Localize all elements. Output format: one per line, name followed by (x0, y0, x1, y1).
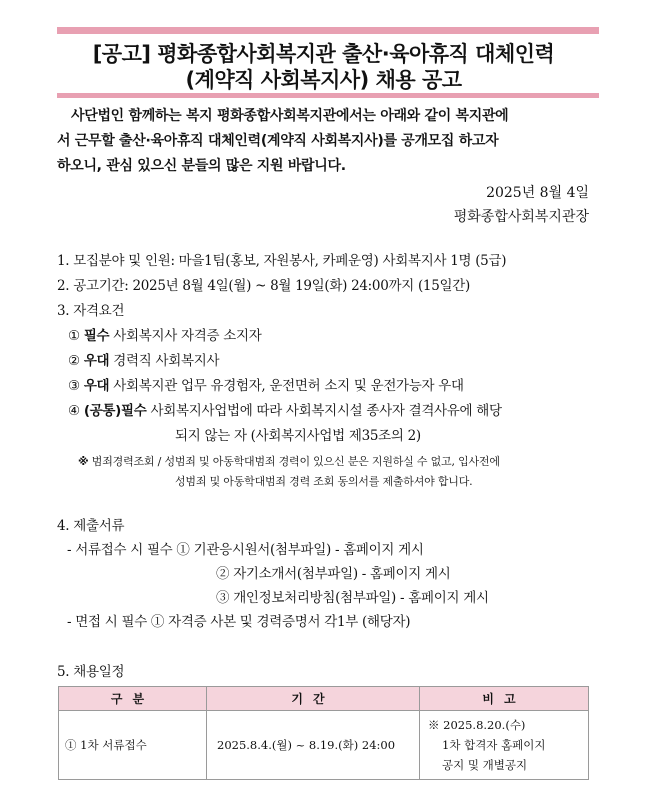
qualification-4-number: ④ (68, 403, 80, 419)
document-required-1: - 서류접수 시 필수 ① 기관응시원서(첨부파일) - 홈페이지 게시 (67, 542, 424, 558)
intro-line-2: 서 근무할 출산·육아휴직 대체인력(계약직 사회복지사)를 공개모집 하고자 (57, 133, 499, 149)
cell-remark (420, 711, 589, 780)
qualification-3-number: ③ (68, 378, 80, 394)
qualification-3 (68, 374, 464, 394)
qualification-1-tag: 필수 (83, 328, 110, 344)
document-required-3: ③ 개인정보처리방침(첨부파일) - 홈페이지 게시 (216, 590, 489, 606)
qualification-1-number: ① (68, 328, 80, 344)
cell-stage: ① 1차 서류접수 (59, 711, 207, 780)
header-period: 기간 (207, 687, 420, 711)
page-title: [공고] 평화종합사회복지관 출산·육아휴직 대체인력 (92, 42, 555, 66)
remark-line-1: ※ 2025.8.20.(수) (428, 718, 526, 732)
notice-line-2: 성범죄 및 아동학대범죄 경력 조회 동의서를 제출하셔야 합니다. (175, 475, 473, 488)
section-2: 2. 공고기간: 2025년 8월 4일(월) ~ 8월 19일(화) 24:00까지 (15일간) (57, 278, 470, 294)
qualification-1 (68, 324, 261, 344)
qualification-2-tag: 우대 (83, 353, 110, 369)
section-1: 1. 모집분야 및 인원: 마을1팀(홍보, 자원봉사, 카페운영) 사회복지사 1명 (5급) (57, 253, 507, 269)
intro-line-1: 사단법인 함께하는 복지 평화종합사회복지관에서는 아래와 같이 복지관에 (71, 108, 509, 124)
notice-text-1: 범죄경력조회 / 성범죄 및 아동학대범죄 경력이 있으신 분은 지원하실 수 없고, 입사전에 (91, 455, 500, 468)
section-5-heading: 5. 채용일정 (57, 664, 125, 680)
header-remark: 비고 (420, 687, 589, 711)
document-required-2: ② 자기소개서(첨부파일) - 홈페이지 게시 (216, 566, 451, 582)
header-stage: 구분 (59, 687, 207, 711)
table-row (59, 711, 589, 780)
notice-line-1 (78, 453, 500, 469)
schedule-table (58, 686, 589, 780)
qualification-3-tag: 우대 (83, 378, 110, 394)
section-4-heading: 4. 제출서류 (57, 518, 125, 534)
document-interview: - 면접 시 필수 ① 자격증 사본 및 경력증명서 각1부 (해당자) (67, 614, 411, 630)
table-header-row (59, 687, 589, 711)
qualification-1-text: 사회복지사 자격증 소지자 (113, 328, 262, 344)
intro-line-3: 하오니, 관심 있으신 분들의 많은 지원 바랍니다. (57, 158, 346, 174)
cell-period: 2025.8.4.(월) ~ 8.19.(화) 24:00 (207, 711, 420, 780)
qualification-4-tag: (공통)필수 (83, 403, 147, 419)
page-subtitle: (계약직 사회복지사) 채용 공고 (185, 68, 462, 92)
bottom-accent-bar (57, 93, 599, 98)
top-accent-bar (57, 27, 599, 34)
signer: 평화종합사회복지관장 (453, 209, 589, 225)
qualification-4-continued: 되지 않는 자 (사회복지사업법 제35조의 2) (175, 428, 421, 444)
qualification-4 (68, 399, 502, 419)
qualification-4-text: 사회복지사업법에 따라 사회복지시설 종사자 결격사유에 해당 (150, 403, 502, 419)
qualification-3-text: 사회복지관 업무 유경험자, 운전면허 소지 및 운전가능자 우대 (113, 378, 464, 394)
qualification-2-number: ② (68, 353, 80, 369)
remark-line-2: 1차 합격자 홈페이지 (442, 738, 546, 752)
announcement-date: 2025년 8월 4일 (486, 185, 589, 201)
qualification-2 (68, 349, 219, 369)
qualification-2-text: 경력직 사회복지사 (113, 353, 220, 369)
remark-line-3: 공지 및 개별공지 (442, 758, 528, 772)
notice-mark: ※ (78, 455, 89, 468)
section-3-heading: 3. 자격요건 (57, 303, 125, 319)
